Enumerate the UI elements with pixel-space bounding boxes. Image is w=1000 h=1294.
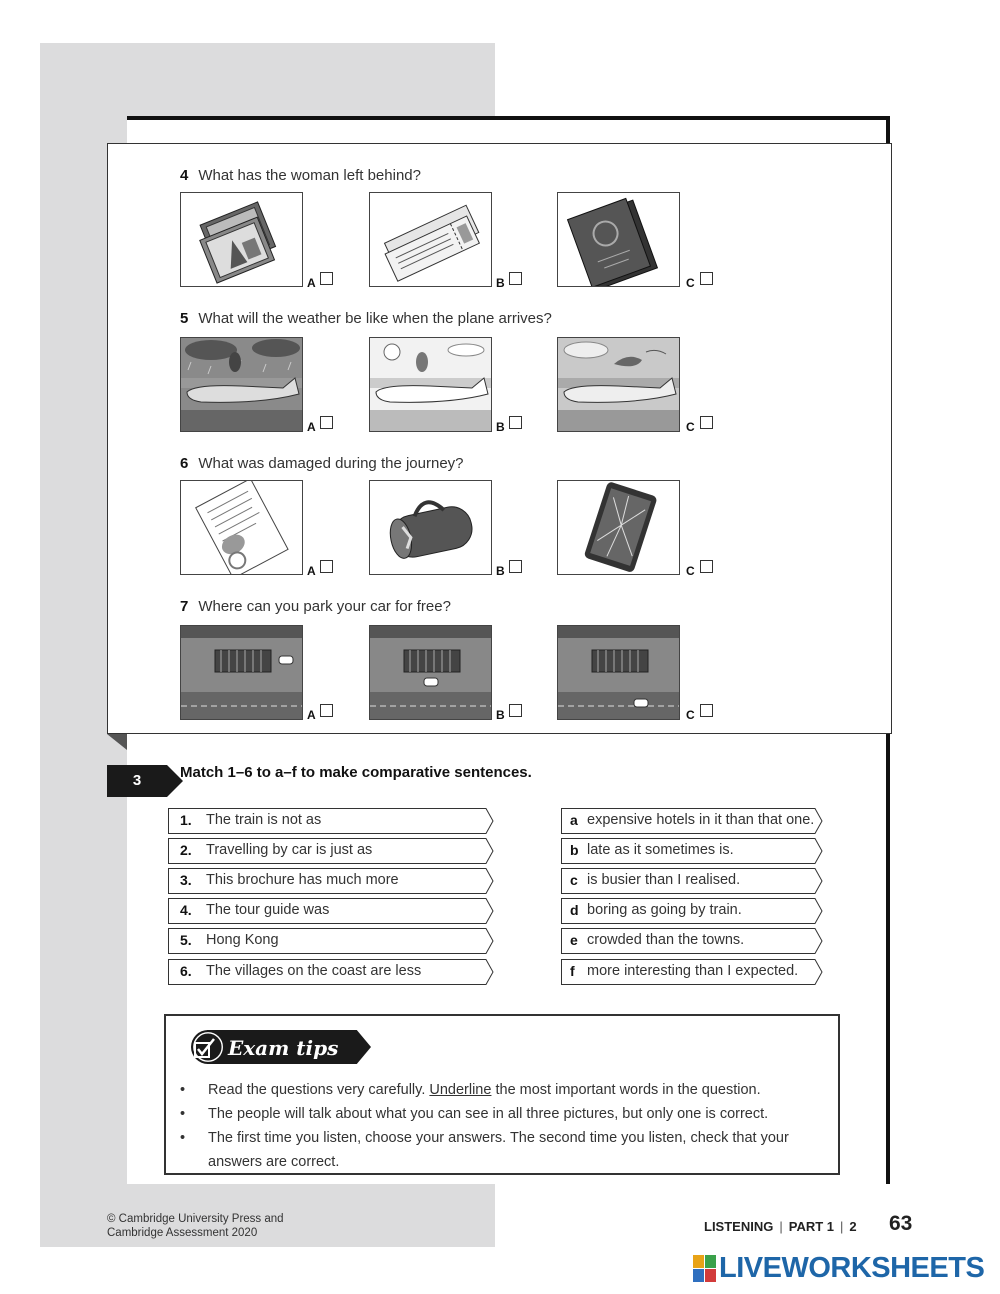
- bullet: •: [180, 1106, 186, 1122]
- page-number: 63: [889, 1212, 913, 1235]
- option-label: A: [307, 420, 316, 434]
- option-label: C: [686, 564, 695, 578]
- rainy-plane-icon: [180, 337, 303, 432]
- tip-text: The first time you listen, choose your answers. The second time you listen, check that your: [208, 1130, 789, 1146]
- liveworksheets-watermark[interactable]: LIVEWORKSHEETS: [719, 1252, 985, 1284]
- item-text: Hong Kong: [206, 932, 279, 948]
- option-label: B: [496, 420, 505, 434]
- ending-letter: a: [570, 812, 578, 828]
- answer-checkbox-q7-a[interactable]: [320, 704, 333, 717]
- option-label: C: [686, 420, 695, 434]
- item-text: The train is not as: [206, 812, 322, 828]
- section-number-tab: 3: [107, 765, 167, 797]
- checkbox-tick-icon: [193, 1037, 217, 1059]
- windy-plane-icon: [557, 337, 680, 432]
- books-icon: [180, 192, 303, 287]
- answer-checkbox-q5-a[interactable]: [320, 416, 333, 429]
- question-4-title: 4 What has the woman left behind?: [180, 167, 421, 184]
- item-number: 4.: [180, 902, 192, 918]
- underlined-word: Underline: [429, 1082, 492, 1098]
- bullet: •: [180, 1130, 186, 1146]
- stained-letter-icon: [180, 480, 303, 575]
- cracked-tablet-icon: [557, 480, 680, 575]
- answer-checkbox-q4-c[interactable]: [700, 272, 713, 285]
- tip-text: answers are correct.: [208, 1154, 340, 1170]
- footer-part-number: 2: [849, 1219, 857, 1234]
- match-ending-a[interactable]: [561, 808, 823, 833]
- parking-road-icon: [557, 625, 680, 720]
- answer-checkbox-q6-a[interactable]: [320, 560, 333, 573]
- ending-letter: c: [570, 872, 578, 888]
- match-ending-d[interactable]: [561, 898, 823, 923]
- match-item-2[interactable]: [168, 838, 494, 863]
- item-text: This brochure has much more: [206, 872, 399, 888]
- answer-checkbox-q6-c[interactable]: [700, 560, 713, 573]
- ending-text: boring as going by train.: [587, 902, 742, 918]
- match-item-5[interactable]: [168, 928, 494, 953]
- item-text: The villages on the coast are less: [206, 963, 422, 979]
- sunny-plane-icon: [369, 337, 492, 432]
- option-label: A: [307, 564, 316, 578]
- parking-right-icon: [180, 625, 303, 720]
- torn-bag-icon: [369, 480, 492, 575]
- option-label: A: [307, 708, 316, 722]
- question-6-title: 6 What was damaged during the journey?: [180, 455, 464, 472]
- tip-text: the most important words in the question.: [491, 1082, 761, 1098]
- ending-text: crowded than the towns.: [587, 932, 745, 948]
- ending-text: more interesting than I expected.: [587, 963, 799, 979]
- ending-text: expensive hotels in it than that one.: [587, 812, 815, 828]
- copyright-notice: [107, 1212, 284, 1240]
- answer-checkbox-q6-b[interactable]: [509, 560, 522, 573]
- option-label: B: [496, 276, 505, 290]
- question-5-title: 5 What will the weather be like when the plane arrives?: [180, 310, 552, 327]
- ending-letter: d: [570, 902, 579, 918]
- match-ending-b[interactable]: [561, 838, 823, 863]
- footer-part: PART 1: [788, 1219, 834, 1234]
- match-item-4[interactable]: [168, 898, 494, 923]
- item-number: 6.: [180, 963, 192, 979]
- footer-section: LISTENING: [704, 1219, 774, 1234]
- page-fold-corner: [107, 734, 127, 750]
- item-number: 1.: [180, 812, 192, 828]
- item-text: Travelling by car is just as: [206, 842, 373, 858]
- answer-checkbox-q7-c[interactable]: [700, 704, 713, 717]
- answer-checkbox-q4-b[interactable]: [509, 272, 522, 285]
- answer-checkbox-q4-a[interactable]: [320, 272, 333, 285]
- ending-text: late as it sometimes is.: [587, 842, 734, 858]
- item-text: The tour guide was: [206, 902, 330, 918]
- section-3-instruction: Match 1–6 to a–f to make comparative sentences.: [180, 764, 532, 781]
- separator: |: [779, 1219, 783, 1234]
- match-item-1[interactable]: [168, 808, 494, 833]
- item-number: 5.: [180, 932, 192, 948]
- item-number: 3.: [180, 872, 192, 888]
- bullet: •: [180, 1082, 186, 1098]
- question-7-title: 7 Where can you park your car for free?: [180, 598, 451, 615]
- item-number: 2.: [180, 842, 192, 858]
- answer-checkbox-q5-c[interactable]: [700, 416, 713, 429]
- option-label: C: [686, 708, 695, 722]
- ending-letter: e: [570, 932, 578, 948]
- match-ending-c[interactable]: [561, 868, 823, 893]
- separator: |: [840, 1219, 844, 1234]
- option-label: B: [496, 564, 505, 578]
- footer-section-nav: [704, 1219, 857, 1234]
- copyright-line: © Cambridge University Press and: [107, 1213, 284, 1225]
- parking-front-icon: [369, 625, 492, 720]
- ending-text: is busier than I realised.: [587, 872, 741, 888]
- passport-icon: [557, 192, 680, 287]
- tip-text: The people will talk about what you can see in all three pictures, but only one is correct.: [208, 1106, 769, 1122]
- liveworksheets-logo-icon: [693, 1254, 717, 1284]
- option-label: C: [686, 276, 695, 290]
- answer-checkbox-q7-b[interactable]: [509, 704, 522, 717]
- copyright-line: Cambridge Assessment 2020: [107, 1227, 258, 1239]
- match-ending-e[interactable]: [561, 928, 823, 953]
- option-label: A: [307, 276, 316, 290]
- exam-tips-title: Exam tips: [228, 1036, 339, 1060]
- match-ending-f[interactable]: [561, 959, 823, 984]
- ending-letter: f: [570, 963, 575, 979]
- ending-letter: b: [570, 842, 579, 858]
- answer-checkbox-q5-b[interactable]: [509, 416, 522, 429]
- option-label: B: [496, 708, 505, 722]
- match-item-3[interactable]: [168, 868, 494, 893]
- match-item-6[interactable]: [168, 959, 494, 984]
- tip-text: Read the questions very carefully.: [208, 1082, 430, 1098]
- tickets-icon: [369, 192, 492, 287]
